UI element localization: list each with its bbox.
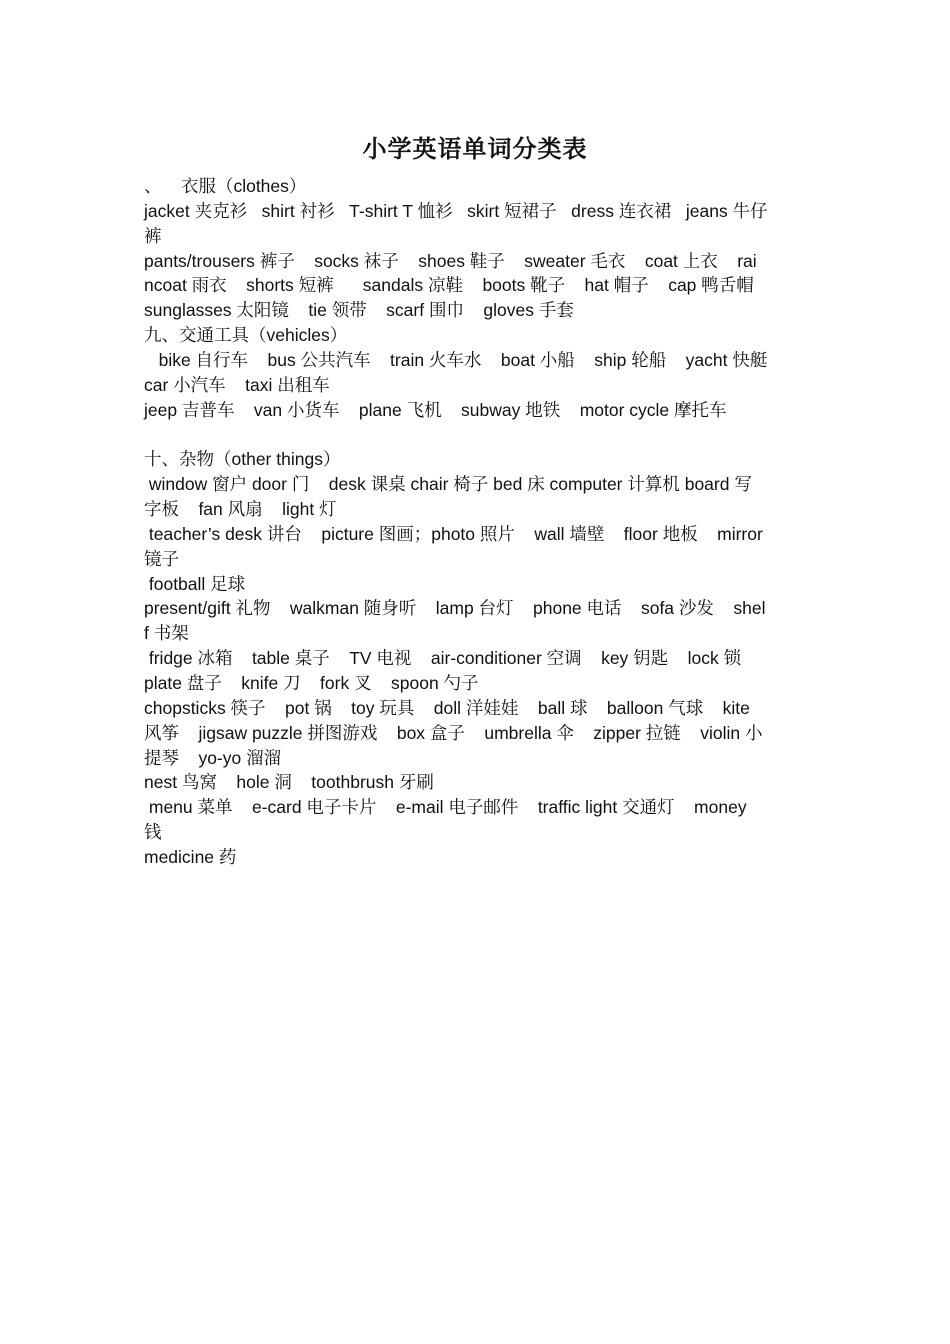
text-line: 镜子	[144, 548, 179, 569]
text-line: football 足球	[144, 573, 246, 594]
text-line: bike 自行车 bus 公共汽车 train 火车水 boat 小船 ship 轮船 yacht 快艇	[144, 349, 768, 370]
text-line: ncoat 雨衣 shorts 短裤 sandals 凉鞋 boots 靴子 hat 帽子 cap 鸭舌帽	[144, 275, 754, 296]
document-title: 小学英语单词分类表	[362, 134, 588, 163]
text-line: window 窗户 door 门 desk 课桌 chair 椅子 bed 床 computer 计算机 board 写	[144, 474, 752, 495]
text-line: menu 菜单 e-card 电子卡片 e-mail 电子邮件 traffic light 交通灯 money	[144, 797, 747, 818]
text-line: 风筝 jigsaw puzzle 拼图游戏 box 盒子 umbrella 伞 zipper 拉链 violin 小	[144, 722, 763, 743]
text-line: medicine 药	[144, 846, 237, 867]
text-line: chopsticks 筷子 pot 锅 toy 玩具 doll 洋娃娃 ball 球 balloon 气球 kite	[144, 697, 750, 718]
text-line: 、 衣服（clothes）	[144, 176, 307, 196]
text-line: f 书架	[144, 623, 189, 644]
text-line: 裤	[144, 225, 162, 246]
text-line: present/gift 礼物 walkman 随身听 lamp 台灯 phone 电话 sofa 沙发 shel	[144, 598, 766, 619]
text-line: 字板 fan 风扇 light 灯	[144, 499, 337, 520]
text-line: 九、交通工具（vehicles）	[144, 325, 348, 346]
text-line: jeep 吉普车 van 小货车 plane 飞机 subway 地铁 motor cycle 摩托车	[144, 399, 727, 420]
text-line: 十、杂物（other things）	[144, 449, 341, 470]
text-line: 提琴 yo-yo 溜溜	[144, 747, 282, 768]
text-line: nest 鸟窝 hole 洞 toothbrush 牙刷	[144, 772, 434, 793]
text-line: jacket 夹克衫 shirt 衬衫 T-shirt T 恤衫 skirt 短裙子 dress 连衣裙 jeans 牛仔	[144, 200, 768, 221]
text-line: car 小汽车 taxi 出租车	[144, 374, 330, 395]
text-line: sunglasses 太阳镜 tie 领带 scarf 围巾 gloves 手套	[144, 300, 574, 321]
text-line: teacher’s desk 讲台 picture 图画；photo 照片 wall 墙壁 floor 地板 mirror	[144, 523, 763, 544]
text-line: 钱	[144, 822, 162, 843]
text-line: fridge 冰箱 table 桌子 TV 电视 air-conditioner 空调 key 钥匙 lock 锁	[144, 648, 742, 669]
text-line: pants/trousers 裤子 socks 袜子 shoes 鞋子 sweater 毛衣 coat 上衣 rai	[144, 250, 757, 271]
text-line: plate 盘子 knife 刀 fork 叉 spoon 勺子	[144, 673, 479, 693]
